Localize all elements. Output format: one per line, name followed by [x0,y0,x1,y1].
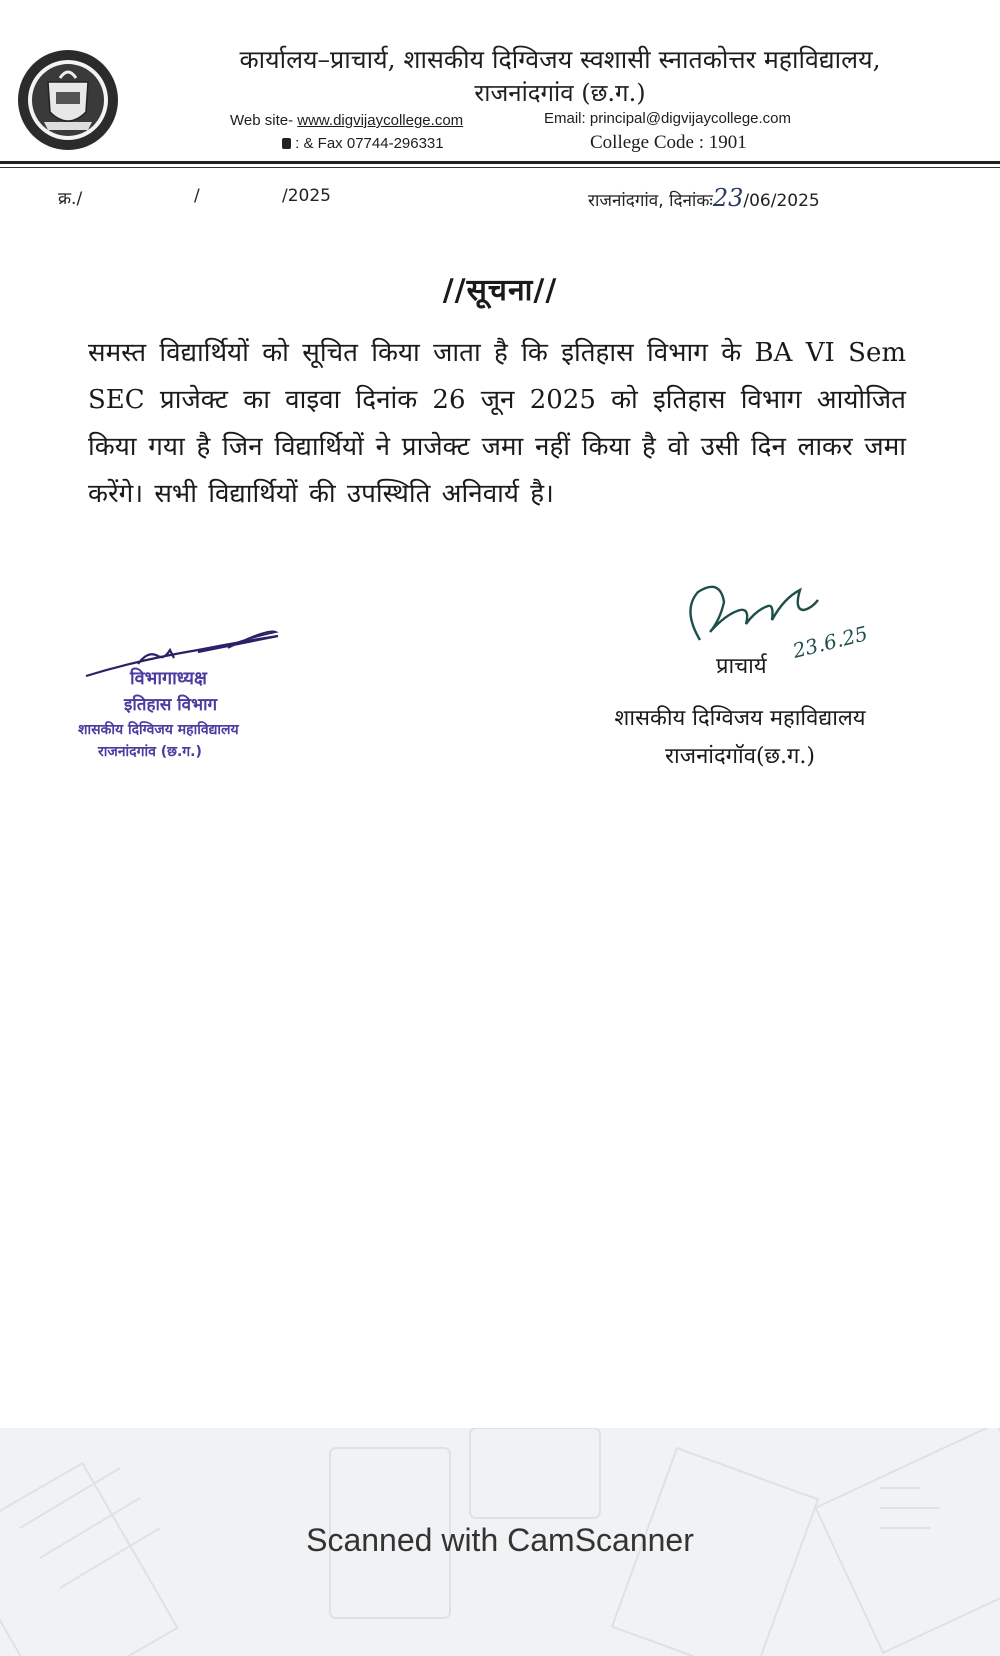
scanned-with-camscanner: Scanned with CamScanner [306,1522,694,1558]
phone-label: : & Fax [295,135,343,152]
website-row [230,112,463,129]
hod-stamp [78,620,318,770]
website-link[interactable]: www.digvijaycollege.com [297,112,464,129]
email-label: Email: [544,110,586,127]
principal-college-line: शासकीय दिग्विजय महाविद्यालय [614,706,866,731]
stamp-line-4: राजनांदगांव (छ.ग.) [98,744,202,760]
email-row [544,110,791,127]
principal-title: प्राचार्य [716,654,767,679]
website-label: Web site- [230,112,294,129]
notice-body: समस्त विद्यार्थियों को सूचित किया जाता है कि इतिहास विभाग के BA VI Sem SEC प्राजेक्ट का वाइवा दिनांक 26 जून 2025 को इतिहास विभाग आयोजित किया गया है जिन विद्यार्थियों ने प्राजेक्ट जमा नहीं किया है वो उसी दिन लाकर जमा करेंगे। सभी विद्यार्थियों की उपस्थिति अनिवार्य है। [88,338,906,509]
principal-signature-date: 23.6.25 [790,621,871,663]
stamp-line-1: विभागाध्यक्ष [130,668,207,689]
phone-number: 07744-296331 [346,135,444,152]
college-logo-seal [16,48,120,152]
place-date-label: राजनांदगांव, दिनांकः [588,191,713,211]
date-day-handwritten: 23 [712,184,744,212]
stamp-line-2: इतिहास विभाग [124,695,218,715]
notice-title: //सूचना// [442,273,558,308]
office-title-line1: कार्यालय–प्राचार्य, शासकीय दिग्विजय स्वशासी स्नातकोत्तर महाविद्यालय, [239,45,881,74]
header-divider-thin [0,167,1000,168]
ref-number-slash: / [194,186,200,206]
ref-number-year: /2025 [282,186,331,206]
email-address[interactable]: principal@digvijaycollege.com [589,110,792,127]
phone-row [282,135,444,152]
header-divider-thick [0,161,1000,164]
stamp-line-3: शासकीय दिग्विजय महाविद्यालय [78,722,239,738]
place-date [588,184,820,212]
phone-icon [282,138,291,149]
college-code: College Code : 1901 [590,132,747,153]
ref-number-prefix: क्र./ [58,189,83,209]
date-month-year: /06/2025 [743,191,820,211]
office-title-line2: राजनांदगांव (छ.ग.) [474,79,646,107]
principal-city-line: राजनांदगॉव(छ.ग.) [665,744,815,769]
